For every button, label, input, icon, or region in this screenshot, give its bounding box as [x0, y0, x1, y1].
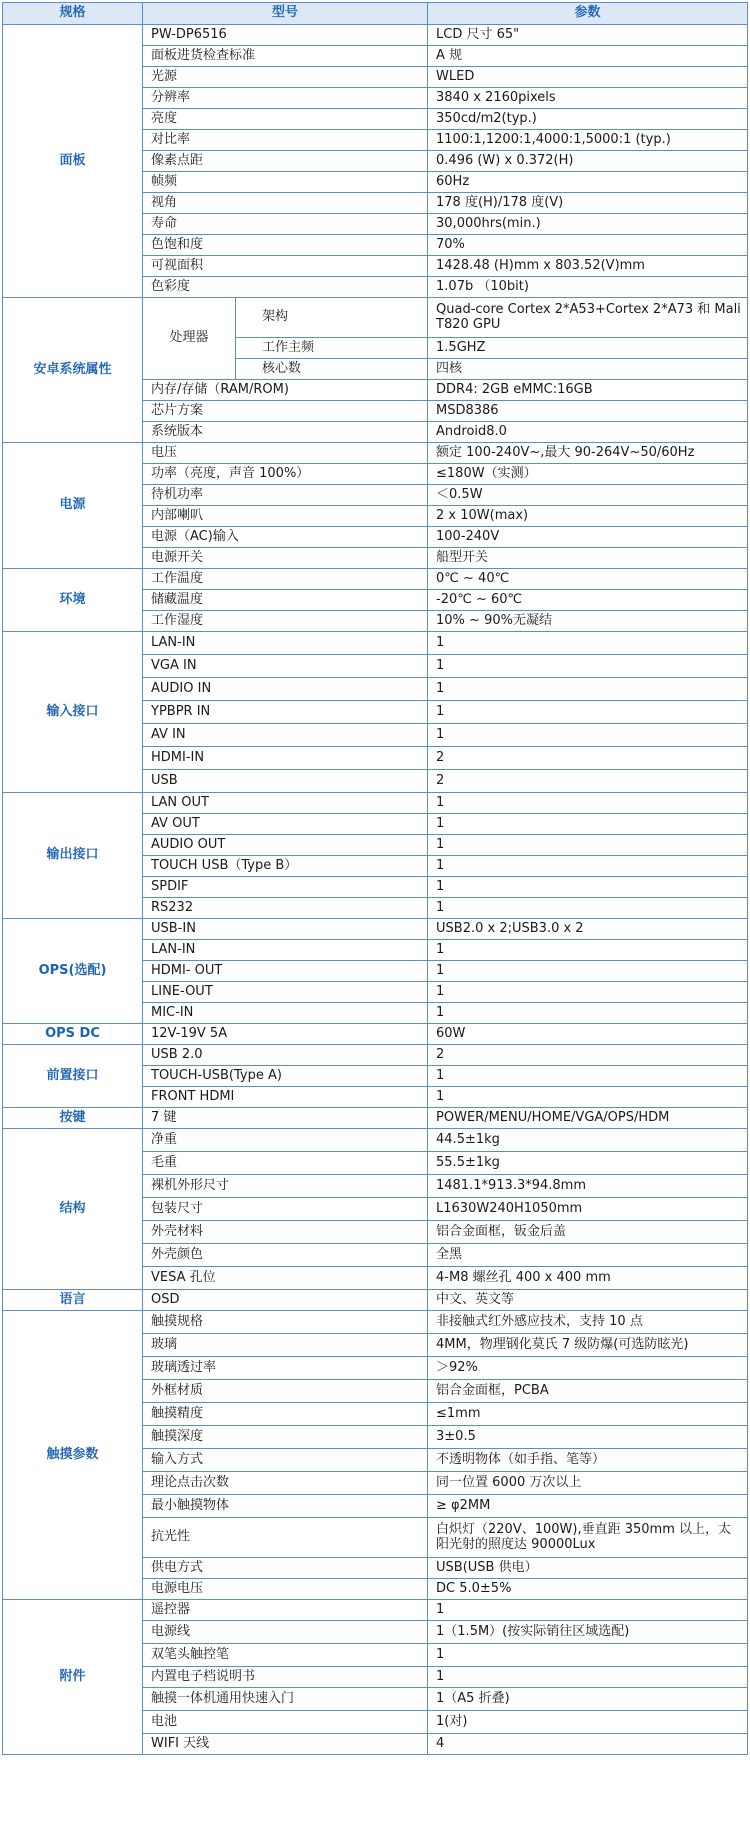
spec-name: 光源 — [143, 67, 428, 88]
spec-name: 电源开关 — [143, 548, 428, 569]
spec-name: VGA IN — [143, 655, 428, 678]
spec-value: 中文、英文等 — [428, 1290, 748, 1311]
spec-name: TOUCH-USB(Type A) — [143, 1066, 428, 1087]
category-cell: 环境 — [3, 569, 143, 632]
spec-name: 理论点击次数 — [143, 1472, 428, 1495]
spec-value: 1481.1*913.3*94.8mm — [428, 1175, 748, 1198]
spec-value: 3±0.5 — [428, 1426, 748, 1449]
spec-name: OSD — [143, 1290, 428, 1311]
spec-value: USB2.0 x 2;USB3.0 x 2 — [428, 919, 748, 940]
spec-name: 内部喇叭 — [143, 506, 428, 527]
spec-name: 电源（AC)输入 — [143, 527, 428, 548]
spec-name: 玻璃 — [143, 1334, 428, 1357]
spec-value: 非接触式红外感应技术，支持 10 点 — [428, 1311, 748, 1334]
spec-value: LCD 尺寸 65" — [428, 25, 748, 46]
spec-value: 70% — [428, 235, 748, 256]
category-cell: 语言 — [3, 1290, 143, 1311]
spec-name: USB-IN — [143, 919, 428, 940]
spec-name: 内存/存储（RAM/ROM) — [143, 380, 428, 401]
category-cell: OPS DC — [3, 1024, 143, 1045]
spec-value: 60W — [428, 1024, 748, 1045]
spec-row — [3, 1108, 748, 1129]
spec-value: 1 — [428, 1644, 748, 1667]
spec-value: 1 — [428, 898, 748, 919]
spec-value: 不透明物体（如手指、笔等） — [428, 1449, 748, 1472]
spec-name: 电源电压 — [143, 1579, 428, 1600]
spec-value: 白炽灯（220V、100W),垂直距 350mm 以上，太阳光射的照度达 90000Lux — [428, 1518, 748, 1558]
spec-value: ≥ φ2MM — [428, 1495, 748, 1518]
spec-value: 10% ~ 90%无凝结 — [428, 611, 748, 632]
spec-name: 芯片方案 — [143, 401, 428, 422]
spec-name: LINE-OUT — [143, 982, 428, 1003]
spec-value: 1（A5 折叠) — [428, 1688, 748, 1711]
spec-value: A 规 — [428, 46, 748, 67]
spec-value: 30,000hrs(min.) — [428, 214, 748, 235]
header-row — [3, 3, 748, 25]
spec-row — [3, 1045, 748, 1066]
spec-value: ≤180W（实测） — [428, 464, 748, 485]
category-cell: 结构 — [3, 1129, 143, 1290]
spec-value: ≤1mm — [428, 1403, 748, 1426]
spec-name: MIC-IN — [143, 1003, 428, 1024]
spec-name: 触摸深度 — [143, 1426, 428, 1449]
spec-name: 寿命 — [143, 214, 428, 235]
spec-name: VESA 孔位 — [143, 1267, 428, 1290]
spec-value: 1 — [428, 678, 748, 701]
spec-table — [2, 2, 748, 1755]
group-cell: 处理器 — [143, 298, 236, 380]
spec-name: 亮度 — [143, 109, 428, 130]
spec-name: TOUCH USB（Type B） — [143, 856, 428, 877]
spec-value: 1 — [428, 1600, 748, 1621]
spec-value: 0℃ ~ 40℃ — [428, 569, 748, 590]
spec-name: 架构 — [236, 298, 428, 338]
spec-name: 分辨率 — [143, 88, 428, 109]
spec-value: 1 — [428, 1066, 748, 1087]
category-cell: 安卓系统属性 — [3, 298, 143, 443]
spec-value: 1 — [428, 655, 748, 678]
spec-name: 双笔头触控笔 — [143, 1644, 428, 1667]
spec-name: 对比率 — [143, 130, 428, 151]
spec-value: 178 度(H)/178 度(V) — [428, 193, 748, 214]
spec-value: 1 — [428, 1087, 748, 1108]
spec-name: USB — [143, 770, 428, 793]
spec-value: 全黑 — [428, 1244, 748, 1267]
spec-value: POWER/MENU/HOME/VGA/OPS/HDM — [428, 1108, 748, 1129]
spec-name: 电池 — [143, 1711, 428, 1734]
spec-value: 44.5±1kg — [428, 1129, 748, 1152]
category-cell: 触摸参数 — [3, 1311, 143, 1600]
spec-value: L1630W240H1050mm — [428, 1198, 748, 1221]
category-cell: 按键 — [3, 1108, 143, 1129]
spec-name: PW-DP6516 — [143, 25, 428, 46]
spec-name: AV IN — [143, 724, 428, 747]
spec-name: LAN-IN — [143, 940, 428, 961]
spec-name: 毛重 — [143, 1152, 428, 1175]
spec-value: 2 — [428, 770, 748, 793]
spec-row — [3, 1600, 748, 1621]
spec-name: 工作主频 — [236, 338, 428, 359]
spec-row — [3, 1311, 748, 1334]
spec-name: 面板进货检查标准 — [143, 46, 428, 67]
spec-name: 净重 — [143, 1129, 428, 1152]
spec-value: 1.5GHZ — [428, 338, 748, 359]
spec-value: 1.07b （10bit) — [428, 277, 748, 298]
spec-name: 12V-19V 5A — [143, 1024, 428, 1045]
spec-value: 1 — [428, 632, 748, 655]
spec-value: 1 — [428, 814, 748, 835]
spec-name: 可视面积 — [143, 256, 428, 277]
spec-row — [3, 793, 748, 814]
spec-value: MSD8386 — [428, 401, 748, 422]
spec-name: 视角 — [143, 193, 428, 214]
spec-value: USB(USB 供电） — [428, 1558, 748, 1579]
spec-row — [3, 443, 748, 464]
spec-value: 2 — [428, 1045, 748, 1066]
spec-name: RS232 — [143, 898, 428, 919]
header-spec: 规格 — [3, 3, 143, 25]
spec-row — [3, 919, 748, 940]
spec-name: SPDIF — [143, 877, 428, 898]
spec-value: 55.5±1kg — [428, 1152, 748, 1175]
spec-name: 工作温度 — [143, 569, 428, 590]
spec-name: 最小触摸物体 — [143, 1495, 428, 1518]
spec-value: 额定 100-240V~,最大 90-264V~50/60Hz — [428, 443, 748, 464]
spec-name: LAN OUT — [143, 793, 428, 814]
spec-value: 1 — [428, 961, 748, 982]
spec-value: 1 — [428, 701, 748, 724]
spec-name: 工作湿度 — [143, 611, 428, 632]
spec-value: 1 — [428, 940, 748, 961]
spec-value: 1 — [428, 835, 748, 856]
spec-value: 四核 — [428, 359, 748, 380]
spec-value: 0.496 (W) x 0.372(H) — [428, 151, 748, 172]
spec-name: 触摸规格 — [143, 1311, 428, 1334]
spec-name: AUDIO OUT — [143, 835, 428, 856]
spec-name: 包装尺寸 — [143, 1198, 428, 1221]
spec-row — [3, 569, 748, 590]
spec-value: 2 x 10W(max) — [428, 506, 748, 527]
header-model: 型号 — [143, 3, 428, 25]
spec-name: 遥控器 — [143, 1600, 428, 1621]
spec-value: 1428.48 (H)mm x 803.52(V)mm — [428, 256, 748, 277]
spec-value: 4MM，物理钢化莫氏 7 级防爆(可选防眩光) — [428, 1334, 748, 1357]
spec-value: 1 — [428, 877, 748, 898]
spec-value: 100-240V — [428, 527, 748, 548]
spec-value: 1 — [428, 982, 748, 1003]
spec-value: -20℃ ~ 60℃ — [428, 590, 748, 611]
spec-value: ＜0.5W — [428, 485, 748, 506]
spec-value: 4-M8 螺丝孔 400 x 400 mm — [428, 1267, 748, 1290]
spec-name: YPBPR IN — [143, 701, 428, 724]
spec-name: HDMI-IN — [143, 747, 428, 770]
spec-name: 裸机外形尺寸 — [143, 1175, 428, 1198]
spec-row — [3, 1024, 748, 1045]
category-cell: 电源 — [3, 443, 143, 569]
spec-name: 外壳颜色 — [143, 1244, 428, 1267]
spec-row — [3, 25, 748, 46]
spec-value: Android8.0 — [428, 422, 748, 443]
spec-name: 7 键 — [143, 1108, 428, 1129]
spec-name: 电压 — [143, 443, 428, 464]
spec-value: 3840 x 2160pixels — [428, 88, 748, 109]
spec-name: 色彩度 — [143, 277, 428, 298]
spec-value: 铝合金面框，PCBA — [428, 1380, 748, 1403]
spec-name: 玻璃透过率 — [143, 1357, 428, 1380]
spec-name: 像素点距 — [143, 151, 428, 172]
spec-value: 1 — [428, 856, 748, 877]
spec-name: WIFI 天线 — [143, 1734, 428, 1755]
spec-name: 待机功率 — [143, 485, 428, 506]
spec-name: 功率（亮度，声音 100%） — [143, 464, 428, 485]
spec-name: USB 2.0 — [143, 1045, 428, 1066]
spec-name: 外框材质 — [143, 1380, 428, 1403]
spec-value: Quad-core Cortex 2*A53+Cortex 2*A73 和 Mali T820 GPU — [428, 298, 748, 338]
spec-value: 1(对) — [428, 1711, 748, 1734]
category-cell: 输入接口 — [3, 632, 143, 793]
spec-name: 外壳材料 — [143, 1221, 428, 1244]
spec-name: 内置电子档说明书 — [143, 1667, 428, 1688]
spec-name: 帧频 — [143, 172, 428, 193]
spec-value: 350cd/m2(typ.) — [428, 109, 748, 130]
spec-value: WLED — [428, 67, 748, 88]
spec-value: DDR4: 2GB eMMC:16GB — [428, 380, 748, 401]
category-cell: 附件 — [3, 1600, 143, 1755]
spec-value: 船型开关 — [428, 548, 748, 569]
spec-value: 1100:1,1200:1,4000:1,5000:1 (typ.) — [428, 130, 748, 151]
spec-value: ＞92% — [428, 1357, 748, 1380]
spec-name: FRONT HDMI — [143, 1087, 428, 1108]
spec-name: 抗光性 — [143, 1518, 428, 1558]
spec-value: 4 — [428, 1734, 748, 1755]
spec-name: 输入方式 — [143, 1449, 428, 1472]
spec-value: 铝合金面框，钣金后盖 — [428, 1221, 748, 1244]
spec-name: AUDIO IN — [143, 678, 428, 701]
spec-value: 2 — [428, 747, 748, 770]
category-cell: 面板 — [3, 25, 143, 298]
category-cell: 前置接口 — [3, 1045, 143, 1108]
spec-value: 60Hz — [428, 172, 748, 193]
spec-row — [3, 298, 748, 338]
spec-row — [3, 1290, 748, 1311]
spec-value: 1 — [428, 724, 748, 747]
spec-name: 储藏温度 — [143, 590, 428, 611]
spec-name: 系统版本 — [143, 422, 428, 443]
category-cell: 输出接口 — [3, 793, 143, 919]
spec-name: HDMI- OUT — [143, 961, 428, 982]
spec-row — [3, 1129, 748, 1152]
category-cell: OPS(选配) — [3, 919, 143, 1024]
spec-value: DC 5.0±5% — [428, 1579, 748, 1600]
spec-value: 1 — [428, 1003, 748, 1024]
spec-row — [3, 632, 748, 655]
spec-name: 色饱和度 — [143, 235, 428, 256]
spec-name: LAN-IN — [143, 632, 428, 655]
spec-name: 触摸精度 — [143, 1403, 428, 1426]
spec-name: 触摸一体机通用快速入门 — [143, 1688, 428, 1711]
spec-name: AV OUT — [143, 814, 428, 835]
spec-name: 供电方式 — [143, 1558, 428, 1579]
spec-value: 同一位置 6000 万次以上 — [428, 1472, 748, 1495]
spec-body — [3, 25, 748, 1755]
spec-value: 1 — [428, 793, 748, 814]
spec-name: 核心数 — [236, 359, 428, 380]
spec-name: 电源线 — [143, 1621, 428, 1644]
header-params: 参数 — [428, 3, 748, 25]
spec-value: 1（1.5M）(按实际销往区域选配) — [428, 1621, 748, 1644]
spec-value: 1 — [428, 1667, 748, 1688]
